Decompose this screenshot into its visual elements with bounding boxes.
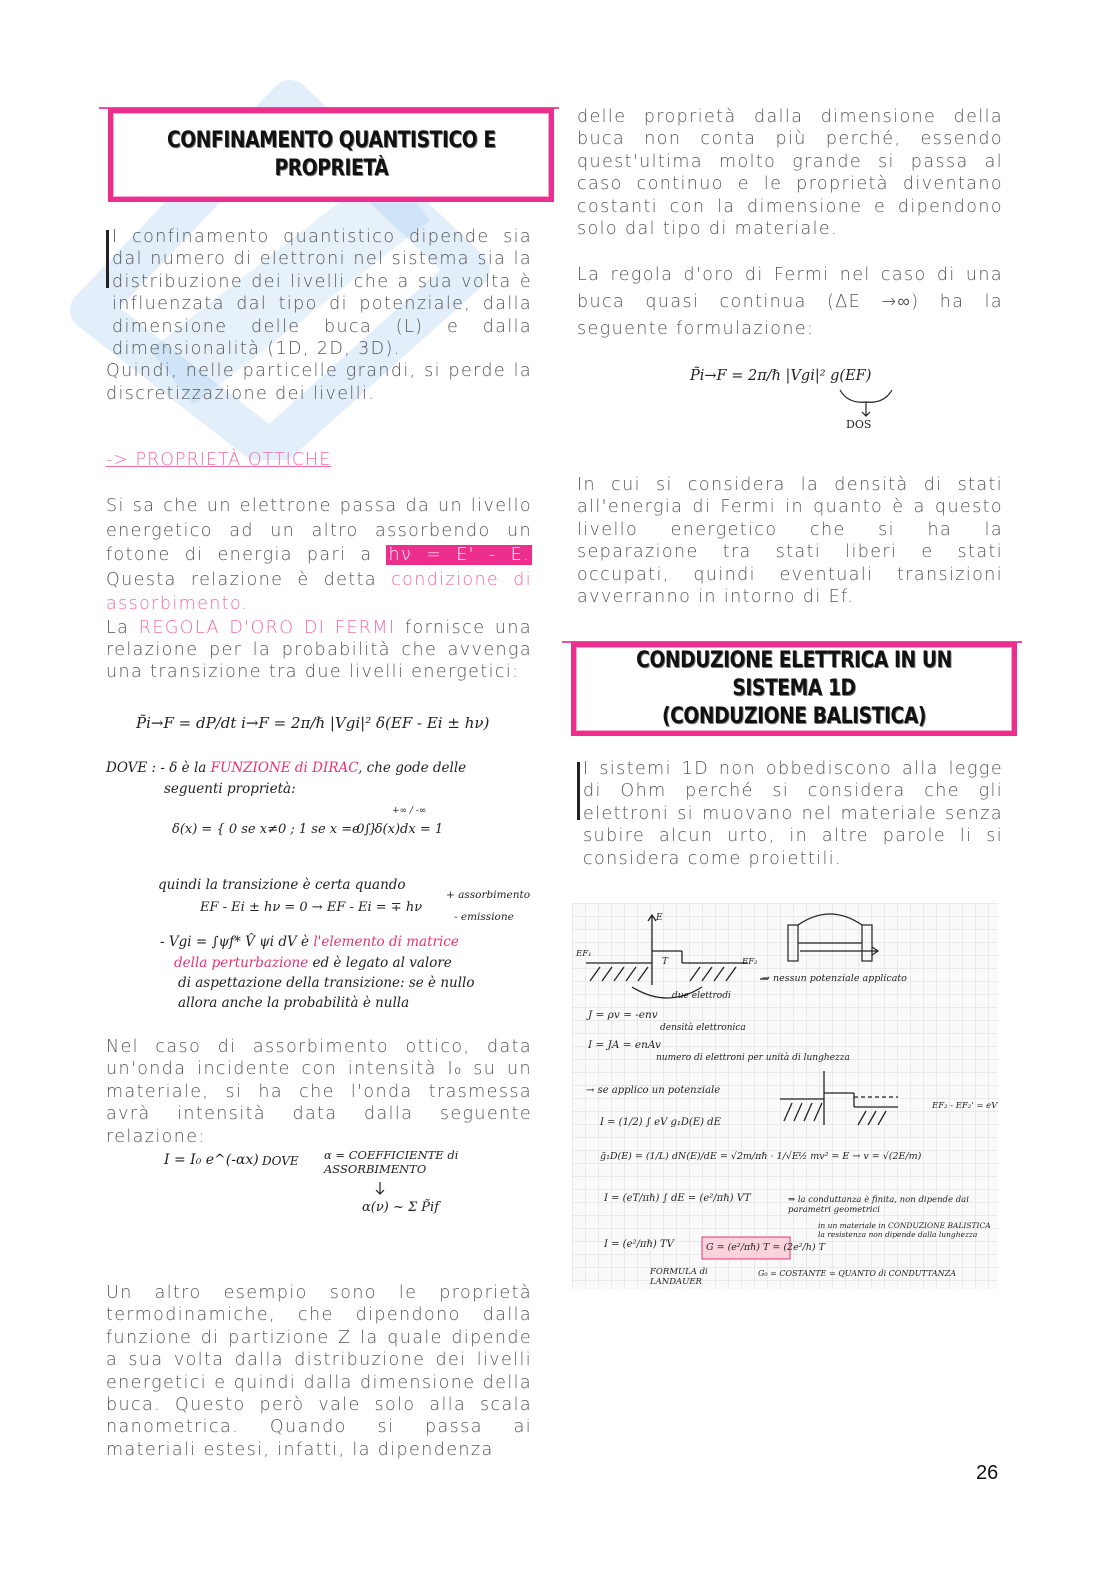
matrix-element-label: l'elemento di matrice	[313, 934, 459, 950]
text: fornisce una relazione per la probabilità che avvenga una transizione tra due livelli energetici:	[106, 617, 532, 683]
numero-note: numero di elettroni per unità di lunghezza	[656, 1053, 850, 1063]
alpha-coefficient-label: α = COEFFICIENTE di ASSORBIMENTO	[324, 1148, 459, 1176]
text: La	[106, 617, 139, 638]
text: ed è legato al valore	[308, 955, 452, 971]
drop-letter: I	[583, 759, 590, 779]
heading-line-2: PROPRIETÀ	[274, 156, 388, 181]
landauer-formula: G = (e²/πℏ) T = (2e²/h) T	[706, 1242, 825, 1253]
nessun-potenziale-note: → nessun potenziale applicato	[762, 973, 907, 984]
paragraph-termodinamiche: Un altro esempio sono le proprietà termodinamiche, che dipendono dalla funzione di partizione Z la quale dipende a sua volta dalla distribuzione dei livelli energetici e quindi dalla dimensione della buca. Questo però vale solo alla scala nanometrica. Quando si passa ai materiali estesi, infatti, la dipendenza	[106, 1283, 532, 1460]
section-heading-conduzione	[571, 642, 1017, 736]
optical-text	[106, 494, 532, 684]
perturbation-label: della perturbazione	[174, 955, 309, 971]
vgi-line-2	[174, 955, 452, 971]
heading-line-1: CONDUZIONE ELETTRICA IN UN SISTEMA 1D	[636, 648, 952, 701]
text: - Vgi = ∫ψf* V̂ ψi dV è	[160, 934, 314, 950]
thermo-text	[106, 1282, 532, 1461]
page-number: 26	[976, 1462, 999, 1484]
alpha-sum: α(ν) ~ Σ P̃if	[362, 1200, 440, 1215]
current-tv-eq: I = (e²/πℏ) TV	[604, 1239, 674, 1250]
right-1d-text	[577, 758, 1003, 870]
dove-line	[106, 760, 466, 776]
proprieta-line: seguenti proprietà:	[164, 781, 296, 797]
vgi-line-3: di aspettazione della transizione: se è nullo	[178, 975, 475, 991]
integral-limits: +∞ / -∞	[392, 806, 427, 816]
current-eq: I = JA = enAv	[588, 1039, 661, 1051]
text: , che gode delle	[358, 760, 467, 776]
emissione-label: - emissione	[454, 911, 514, 923]
right-fermi-text	[577, 262, 1003, 343]
drop-letter: I	[112, 227, 119, 247]
heading-line-1: CONFINAMENTO QUANTISTICO E	[166, 128, 496, 153]
formula-fermi-dos: P̃i→F = 2π/ℏ |Vgi|² g(EF)	[690, 368, 872, 384]
vgi-line-4: allora anche la probabilità è nulla	[178, 995, 410, 1011]
pink-regola: REGOLA D'ORO DI FERMI	[138, 617, 396, 638]
highlight-energy: hν = E' - E.	[388, 545, 530, 565]
arrow-down-icon	[374, 1182, 386, 1196]
dos-1d-eq: g̃₁D(E) = (1/L) dN(E)/dE = √2m/πℏ · 1/√E	[600, 1151, 799, 1162]
right-dos-text	[577, 474, 1003, 608]
paragraph-regola-continua: La regola d'oro di Fermi nel caso di una buca quasi continua (ΔE →∞) ha la seguente formulazione:	[577, 265, 1003, 339]
paragraph-quindi: Quindi, nelle particelle grandi, si perde la discretizzazione dei livelli.	[106, 361, 532, 404]
ef2-label: EF₂	[742, 957, 758, 967]
assorbimento-label: + assorbimento	[446, 889, 531, 901]
landauer-label: FORMULA di LANDAUER	[650, 1267, 708, 1287]
handwritten-notes-image	[572, 903, 998, 1289]
dove-label: DOVE	[262, 1154, 299, 1168]
t-label: T	[662, 957, 669, 967]
right-top-text	[577, 106, 1003, 240]
vgi-line	[160, 934, 459, 950]
left-intro	[106, 226, 532, 405]
text: DOVE : - δ è la	[106, 760, 211, 776]
ef-difference-eq: EF₂ - EF₂' = eV	[932, 1101, 998, 1111]
kinetic-eq: ½ mv² = E → v = √(2E/m)	[798, 1151, 922, 1162]
text: Si sa che un elettrone passa da un livello energetico ad un altro assorbendo un fotone di energia pari a	[106, 496, 532, 565]
section-proprieta-ottiche[interactable]: -> PROPRIETÀ OTTICHE	[106, 450, 332, 470]
due-elettrodi-note: due elettrodi	[672, 991, 731, 1001]
intro-text: confinamento quantistico dipende sia dal numero di elettroni nel sistema sia la distribuzione dei livelli che a sua volta è influenzata dal tipo di potenziale, dalla dimensione delle buca (L) e dalla dimensionalità (1D, 2D, 3D).	[112, 227, 532, 360]
heading-line-2: (CONDUZIONE BALISTICA)	[661, 704, 927, 729]
intro-paragraph	[106, 226, 532, 360]
text: Questa relazione è detta	[106, 569, 392, 590]
condition-line: EF - Ei ± hν = 0 → EF - Ei = ∓ hν	[200, 900, 423, 915]
quindi-line: quindi la transizione è certa quando	[158, 877, 406, 893]
quanto-conduttanza-label: G₀ = COSTANTE = QUANTO di CONDUTTANZA	[758, 1269, 957, 1278]
formula-intensity: I = I₀ e^(-αx)	[164, 1152, 259, 1168]
current-result-eq: I = (eT/πℏ) ∫ dE = (e²/πℏ) VT	[604, 1193, 751, 1204]
balistica-note: in un materiale in CONDUZIONE BALISTICA la resistenza non dipende dalla lunghezza	[818, 1221, 991, 1239]
paragraph-regola	[106, 617, 532, 684]
densita-note: densità elettronica	[660, 1023, 746, 1033]
formula-fermi: P̃i→F = dP/dt i→F = 2π/ℏ |Vgi|² δ(EF - Ei ± hν)	[136, 714, 490, 732]
integral-current-eq: I = (1/2) ∫ eV g₁D(E) dE	[600, 1117, 721, 1128]
paragraph-densita: In cui si considera la densità di stati all'energia di Fermi in quanto è a questo livello energetico che si ha la separazione tra stati liberi e stati occupati, quindi eventuali transizioni avverranno in intorno di Ef.	[577, 475, 1003, 608]
brace-arrow-icon	[836, 388, 896, 418]
ef1-label: EF₁	[576, 949, 592, 959]
applico-note: → se applico un potenziale	[586, 1085, 721, 1096]
delta-definition: δ(x) = { 0 se x≠0 ; 1 se x = 0 }	[172, 822, 377, 837]
paragraph-sistemi-1d	[577, 758, 1003, 870]
section-heading-confinamento	[108, 108, 554, 202]
text: sistemi 1D non obbediscono alla legge di Ohm perché si considera che gli elettroni si muovano nel materiale senza subire alcun urto, in altre parole li si considera come proiettili.	[583, 759, 1003, 869]
delta-integral: e ∫ δ(x)dx = 1	[352, 822, 444, 837]
paragraph-assorbimento: Nel caso di assorbimento ottico, data un'onda incidente con intensità I₀ su un materiale, si ha che l'onda trasmessa avrà intensità data dalla seguente relazione:	[106, 1037, 532, 1147]
pink-condizione: condizione di assorbimento.	[106, 569, 532, 614]
paragraph-elettrone	[106, 494, 532, 617]
e-label: E	[656, 913, 663, 923]
paragraph-continuation: delle proprietà dalla dimensione della buca non conta più perché, essendo quest'ultima molto grande si passa al caso continuo e le proprietà diventano costanti con la dimensione e dipendono solo dal tipo di materiale.	[577, 107, 1003, 240]
conduttanza-note: ⇒ la conduttanza è finita, non dipende dai parametri geometrici	[788, 1195, 969, 1215]
current-density-eq: J = ρv = -env	[588, 1009, 658, 1021]
absorption-text	[106, 1036, 532, 1148]
dirac-label: FUNZIONE di DIRAC	[210, 760, 359, 776]
dos-label: DOS	[846, 418, 872, 431]
